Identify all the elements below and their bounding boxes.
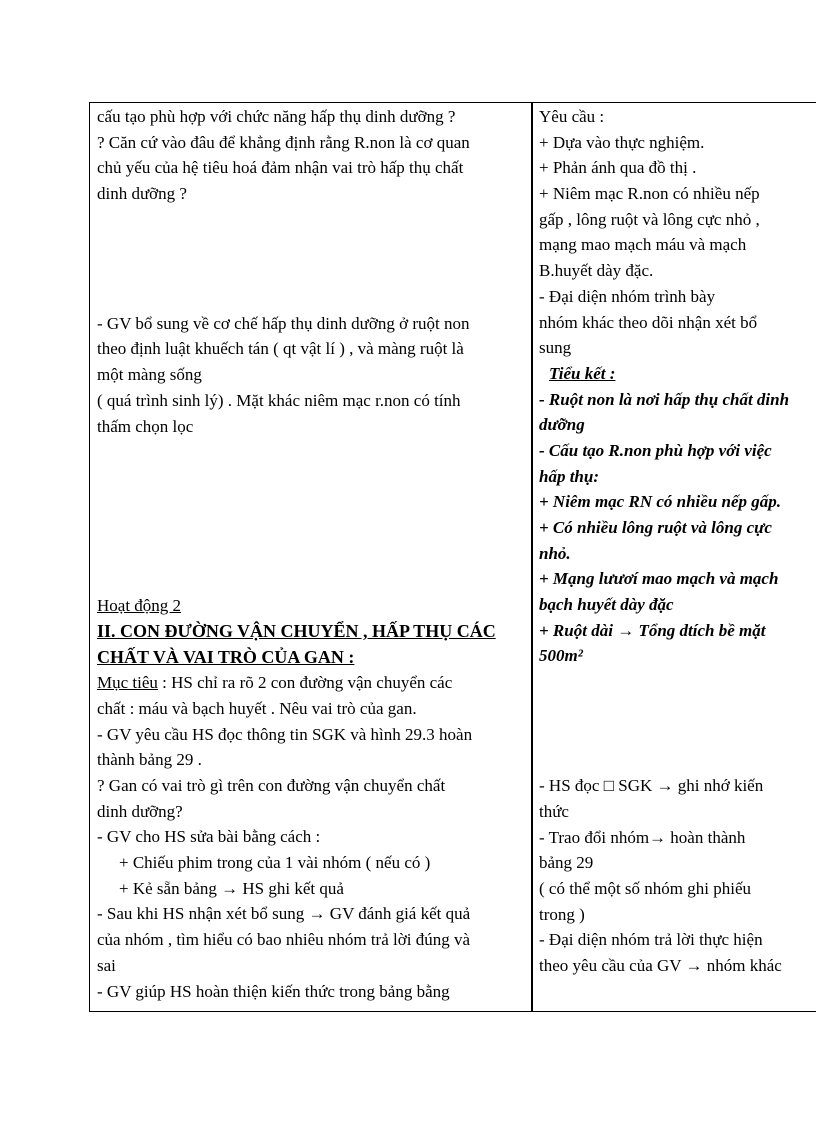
activity-heading: Hoạt động 2 (97, 596, 182, 616)
text-line: của nhóm , tìm hiểu có bao nhiêu nhóm trả lời đúng và (97, 930, 470, 950)
text-line: thành bảng 29 . (97, 750, 202, 770)
objective-line (97, 670, 527, 696)
text-span: hoàn thành (666, 827, 746, 847)
summary-line: dưỡng (539, 415, 585, 435)
text-line: ? Căn cứ vào đâu để khẳng định rằng R.non là cơ quan (97, 132, 470, 152)
text-line: bảng 29 (539, 853, 594, 873)
text-line (539, 773, 816, 799)
text-line: + Dựa vào thực nghiệm. (539, 132, 705, 152)
text-line: chủ yếu của hệ tiêu hoá đảm nhận vai trò hấp thụ chất (97, 158, 464, 178)
text-line: mạng mao mạch máu và mạch (539, 235, 747, 255)
text-span: + Ruột dài (539, 620, 618, 640)
text-line (97, 901, 527, 927)
section-title: II. CON ĐƯỜNG VẬN CHUYỂN , HẤP THỤ CÁC (97, 620, 496, 641)
text-line: cấu tạo phù hợp với chức năng hấp thụ dinh dưỡng ? (97, 107, 456, 126)
text-line: ( quá trình sinh lý) . Mặt khác niêm mạc r.non có tính (97, 390, 461, 410)
text-line: sung (539, 338, 572, 358)
summary-line: + Có nhiều lông ruột và lông cực (539, 518, 772, 537)
summary-line: nhỏ. (539, 543, 571, 563)
text-line: sai (97, 955, 116, 975)
text-line: B.huyết dày đặc. (539, 261, 654, 281)
summary-line: + Mạng lưươí mao mạch và mạch (539, 569, 779, 589)
text-line: - GV giúp HS hoàn thiện kiến thức trong bảng bằng (97, 981, 450, 1001)
summary-heading: Tiểu kết : (549, 363, 616, 383)
summary-line: - Cấu tạo R.non phù hợp với việc (539, 440, 772, 460)
text-line: + Niêm mạc R.non có nhiều nếp (539, 184, 760, 204)
text-line: ? Gan có vai trò gì trên con đường vận chuyển chất (97, 776, 446, 795)
summary-line: - Ruột non là nơi hấp thụ chất dinh (539, 389, 790, 409)
text-span: HS ghi kết quả (238, 878, 344, 898)
arrow-icon: → (685, 955, 703, 975)
text-span: ghi nhớ kiến (673, 776, 764, 796)
text-line: - GV bổ sung về cơ chế hấp thụ dinh dưỡng ở ruột non (97, 313, 470, 333)
arrow-icon: → (308, 904, 326, 924)
text-line (539, 825, 816, 851)
text-span: nhóm khác (702, 955, 782, 975)
text-line: ( có thể một số nhóm ghi phiếu (539, 878, 752, 898)
text-line: dinh dưỡng ? (97, 184, 187, 204)
text-line: Yêu cầu : (539, 107, 605, 126)
teacher-activities-column (97, 104, 527, 1004)
text-line: - GV cho HS sửa bài bằng cách : (97, 827, 321, 847)
text-span: + Kẻ sẵn bảng (119, 878, 222, 898)
text-line: gấp , lông ruột và lông cực nhỏ , (539, 209, 760, 229)
text-line: thấm chọn lọc (97, 416, 194, 436)
text-span: Tổng dtích bề mặt (634, 620, 766, 640)
objective-label: Mục tiêu (97, 673, 158, 693)
text-span: theo yêu cầu của GV (539, 955, 686, 975)
arrow-icon: → (617, 620, 635, 640)
summary-line: hấp thụ: (539, 466, 599, 486)
square-icon: □ (603, 776, 614, 796)
text-line: - GV yêu cầu HS đọc thông tin SGK và hình 29.3 hoàn (97, 724, 473, 744)
text-line: - Đại diện nhóm trả lời thực hiện (539, 930, 763, 950)
text-line: theo định luật khuếch tán ( qt vật lí ) , và màng ruột là (97, 339, 464, 359)
student-activities-column (539, 104, 816, 979)
arrow-icon: → (649, 827, 667, 847)
text-line: dinh dưỡng? (97, 801, 183, 821)
text-span: GV đánh giá kết quả (325, 904, 471, 924)
summary-line: 500m² (539, 646, 583, 666)
text-line: + Phản ánh qua đồ thị . (539, 158, 697, 178)
objective-text: : HS chỉ ra rõ 2 con đường vận chuyển các (157, 673, 453, 693)
text-span: - Sau khi HS nhận xét bổ sung (97, 904, 309, 924)
arrow-icon: → (656, 776, 674, 796)
text-line: thức (539, 801, 569, 821)
text-line: trong ) (539, 904, 585, 924)
summary-line: bạch huyết dày đặc (539, 595, 674, 615)
arrow-icon: → (221, 878, 239, 898)
section-title: CHẤT VÀ VAI TRÒ CỦA GAN : (97, 646, 355, 667)
text-line (539, 953, 816, 979)
text-line (97, 876, 527, 902)
text-span: SGK (613, 776, 657, 796)
summary-line: + Niêm mạc RN có nhiều nếp gấp. (539, 492, 782, 512)
text-line: nhóm khác theo dõi nhận xét bổ (539, 312, 758, 332)
column-divider (531, 102, 533, 1012)
text-line: một màng sống (97, 365, 202, 385)
text-line: - Đại diện nhóm trình bày (539, 286, 716, 306)
text-span: - Trao đổi nhóm (539, 827, 650, 847)
summary-line (539, 618, 816, 644)
text-line: chất : máu và bạch huyết . Nêu vai trò của gan. (97, 698, 417, 718)
text-line: + Chiếu phim trong của 1 vài nhóm ( nếu có ) (119, 853, 431, 873)
text-span: - HS đọc (539, 776, 604, 796)
